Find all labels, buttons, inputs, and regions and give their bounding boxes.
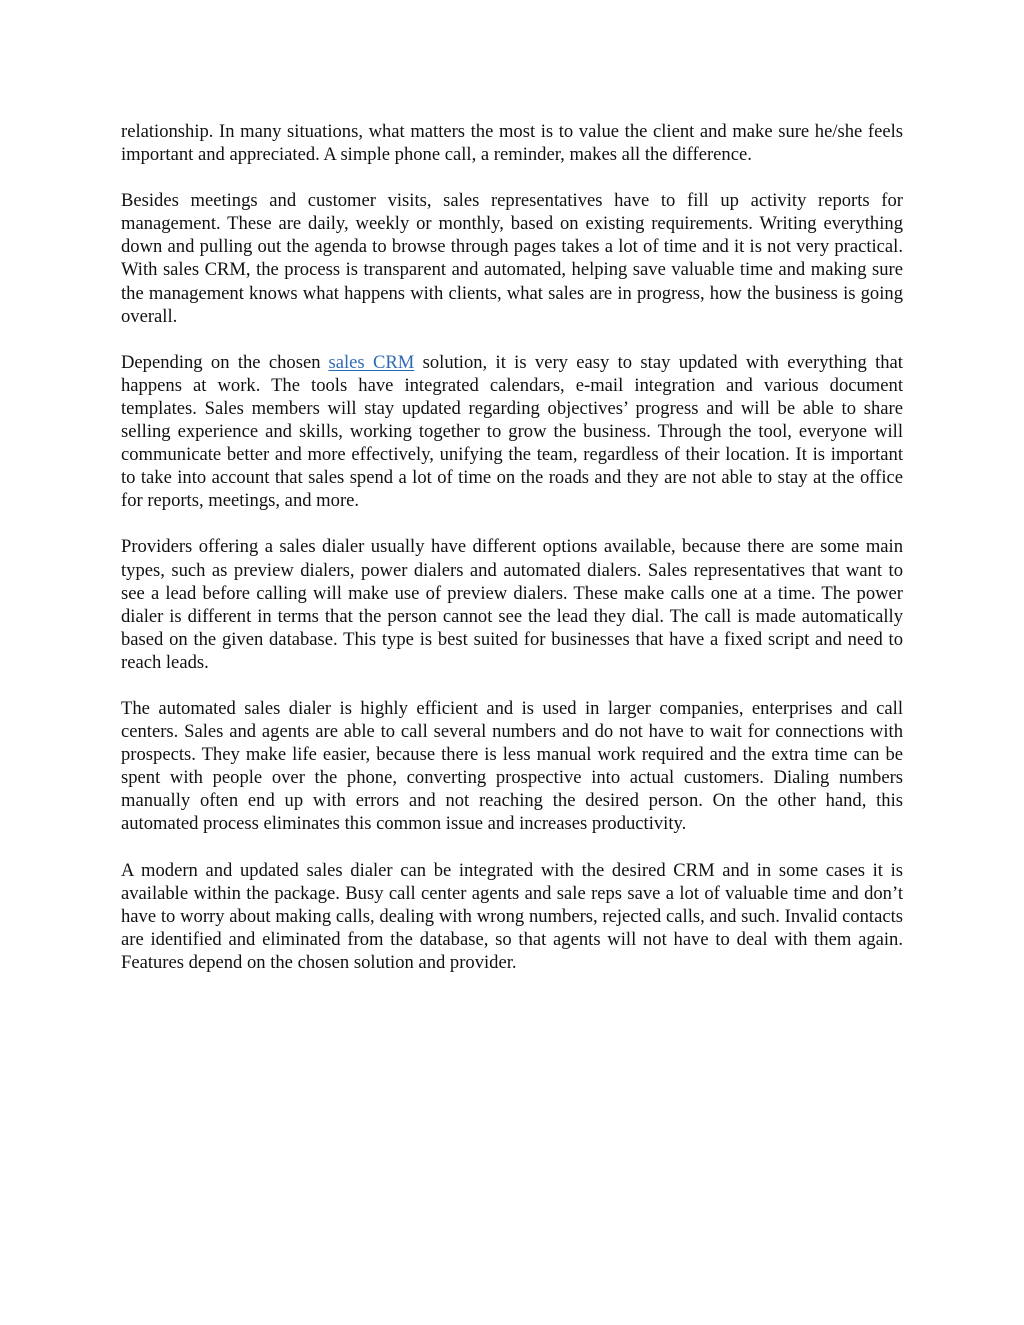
sales-crm-link[interactable]: sales CRM: [328, 351, 415, 373]
paragraph-text-before-link: Depending on the chosen: [121, 351, 321, 373]
paragraph-sales-crm: [121, 351, 903, 513]
paragraph-client-relationship: relationship. In many situations, what matters the most is to value the client and make sure he/she feels important and appreciated. A simple phone call, a reminder, makes all the difference.: [121, 121, 903, 166]
paragraph-automated-dialer: The automated sales dialer is highly efficient and is used in larger companies, enterprises and call centers. Sales and agents are able to call several numbers and do not have to wait for connections with prospects. They make life easier, because there is less manual work required and the extra time can be spent with people over the phone, converting prospective into actual customers. Dialing numbers manually often end up with errors and not reaching the desired person. On the other hand, this automated process eliminates this common issue and increases productivity.: [121, 697, 903, 835]
document-body: [121, 120, 903, 997]
paragraph-activity-reports: Besides meetings and customer visits, sales representatives have to fill up activity reports for management. These are daily, weekly or monthly, based on existing requirements. Writing everything down and pulling out the agenda to browse through pages takes a lot of time and it is not very practical. With sales CRM, the process is transparent and automated, helping save valuable time and making sure the management knows what happens with clients, what sales are in progress, how the business is going overall.: [121, 190, 903, 327]
paragraph-modern-dialer: A modern and updated sales dialer can be integrated with the desired CRM and in some cases it is available within the package. Busy call center agents and sale reps save a lot of valuable time and don’t have to worry about making calls, dealing with wrong numbers, rejected calls, and such. Invalid contacts are identified and eliminated from the database, so that agents will not have to deal with them again. Features depend on the chosen solution and provider.: [121, 859, 903, 973]
paragraph-dialer-types: Providers offering a sales dialer usually have different options available, because there are some main types, such as preview dialers, power dialers and automated dialers. Sales representatives that want to see a lead before calling will make use of preview dialers. These make calls one at a time. The power dialer is different in terms that the person cannot see the lead they dial. The call is made automatically based on the given database. This type is best suited for businesses that have a fixed script and need to reach leads.: [121, 536, 903, 673]
paragraph-text-after-link: solution, it is very easy to stay updated with everything that happens at work. The tools have integrated calendars, e-mail integration and various document templates. Sales members will stay updated regarding objectives’ progress and will be able to share selling experience and skills, working together to grow the business. Through the tool, everyone will communicate better and more effectively, unifying the team, regardless of their location. It is important to take into account that sales spend a lot of time on the roads and they are not able to stay at the office for reports, meetings, and more.: [121, 351, 903, 512]
